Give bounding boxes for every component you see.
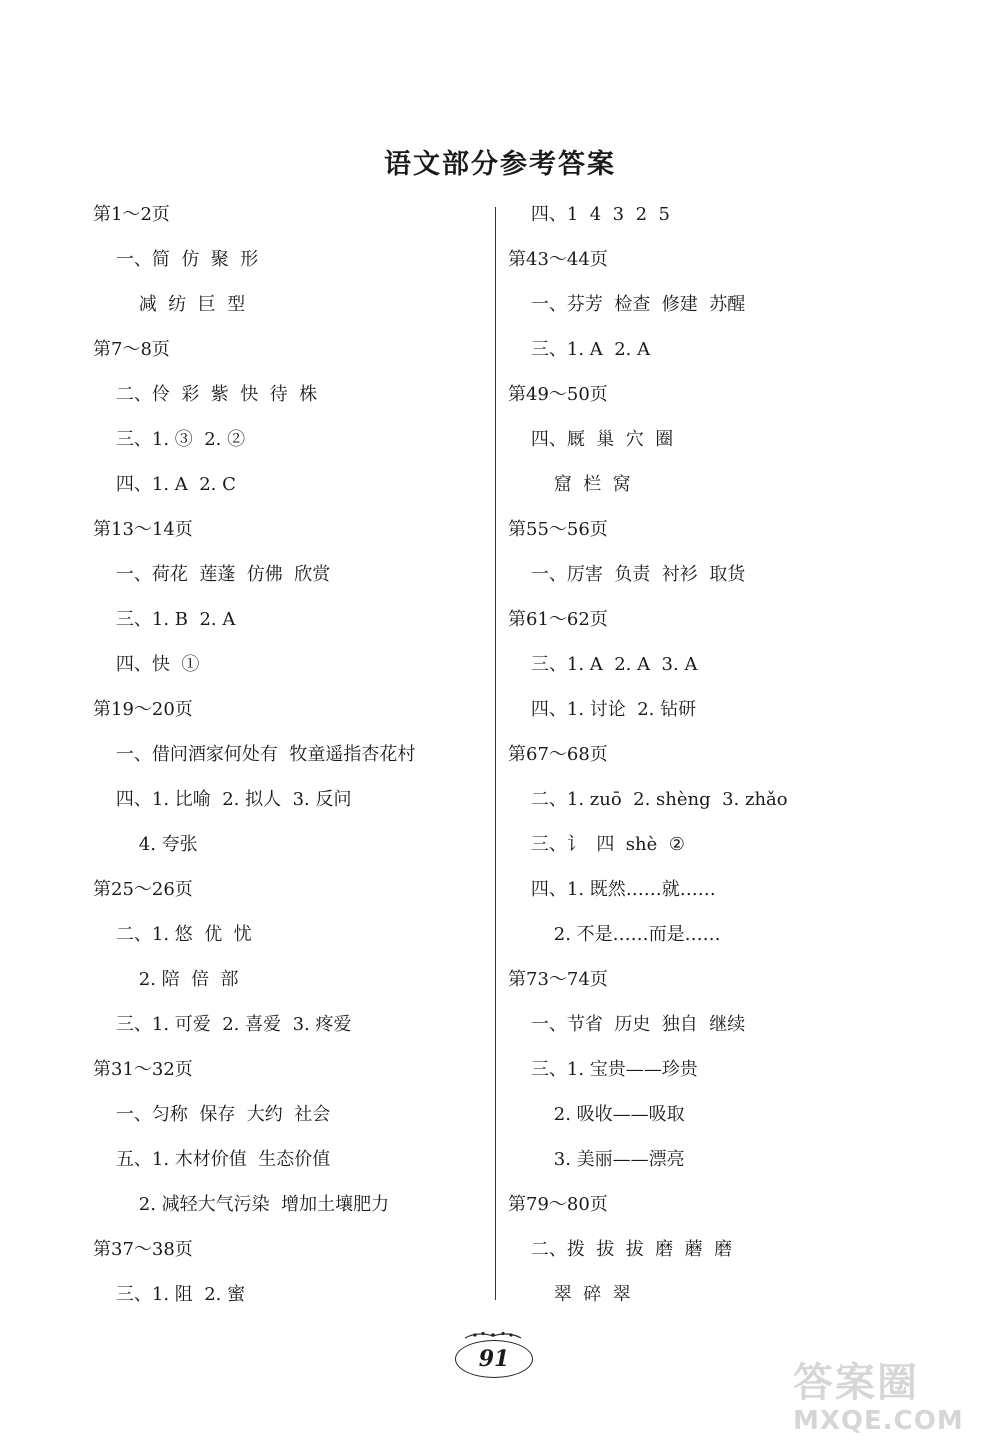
answer-line: 第7～8页 <box>93 339 170 360</box>
watermark-url: MXQE.COM <box>793 1406 964 1436</box>
answer-line: 窟 栏 窝 <box>508 474 631 495</box>
answer-line: 四、1. 既然……就…… <box>508 879 716 900</box>
answer-line: 2. 吸收——吸取 <box>508 1104 685 1125</box>
answer-line: 三、1. 可爱 2. 喜爱 3. 疼爱 <box>93 1014 352 1035</box>
answer-line: 第67～68页 <box>508 744 608 765</box>
answer-line: 二、1. 悠 优 忧 <box>93 924 252 945</box>
answer-line: 二、伶 彩 紫 快 待 株 <box>93 384 318 405</box>
answer-line: 三、1. A 2. A <box>508 339 651 360</box>
answer-line: 第61～62页 <box>508 609 608 630</box>
answer-line: 一、匀称 保存 大约 社会 <box>93 1104 331 1125</box>
answer-line: 一、简 仿 聚 形 <box>93 249 259 270</box>
answer-line: 第49～50页 <box>508 384 608 405</box>
watermark-logo: 答案圈 <box>793 1360 919 1406</box>
answer-line: 一、借问酒家何处有 牧童遥指杏花村 <box>93 744 416 765</box>
answer-line: 2. 减轻大气污染 增加土壤肥力 <box>93 1194 390 1215</box>
answer-line: 减 纺 巨 型 <box>93 294 246 315</box>
watermark <box>793 1360 993 1442</box>
answer-line: 3. 美丽——漂亮 <box>508 1149 685 1170</box>
answer-line: 四、1. 讨论 2. 钻研 <box>508 699 697 720</box>
answer-line: 三、1. 阻 2. 蜜 <box>93 1284 246 1305</box>
answer-line: 第55～56页 <box>508 519 608 540</box>
answer-line: 第31～32页 <box>93 1059 193 1080</box>
answer-line: 翠 碎 翠 <box>508 1284 631 1305</box>
answer-line: 四、厩 巢 穴 圈 <box>508 429 674 450</box>
answer-line: 第43～44页 <box>508 249 608 270</box>
answer-column-left <box>93 200 483 1325</box>
answer-line: 一、厉害 负责 衬衫 取货 <box>508 564 746 585</box>
answer-line: 五、1. 木材价值 生态价值 <box>93 1149 331 1170</box>
answer-line: 第79～80页 <box>508 1194 608 1215</box>
answer-line: 第1～2页 <box>93 204 170 225</box>
answer-line: 四、1. A 2. C <box>93 474 236 495</box>
answer-line: 4. 夸张 <box>93 834 198 855</box>
answer-line: 一、芬芳 检查 修建 苏醒 <box>508 294 746 315</box>
answer-line: 三、讠 四 shè ② <box>508 834 685 855</box>
answer-line: 四、快 ① <box>93 654 200 675</box>
answer-line: 三、1. 宝贵——珍贵 <box>508 1059 698 1080</box>
answer-line: 一、荷花 莲蓬 仿佛 欣赏 <box>93 564 331 585</box>
answer-line: 一、节省 历史 独自 继续 <box>508 1014 746 1035</box>
answer-line: 第73～74页 <box>508 969 608 990</box>
page-number: 91 <box>455 1340 533 1378</box>
answer-column-right <box>508 200 928 1325</box>
answer-line: 二、1. zuō 2. shèng 3. zhǎo <box>508 789 788 810</box>
answer-line: 第37～38页 <box>93 1239 193 1260</box>
answer-line: 三、1. A 2. A 3. A <box>508 654 698 675</box>
answer-line: 四、1 4 3 2 5 <box>508 204 670 225</box>
answer-line: 三、1. B 2. A <box>93 609 236 630</box>
answer-line: 三、1. ③ 2. ② <box>93 429 246 450</box>
answer-line: 2. 陪 倍 部 <box>93 969 239 990</box>
answer-line: 四、1. 比喻 2. 拟人 3. 反问 <box>93 789 352 810</box>
page-number-badge <box>455 1330 531 1380</box>
answer-line: 二、拨 拔 拔 磨 蘑 磨 <box>508 1239 733 1260</box>
page-title: 语文部分参考答案 <box>384 149 616 180</box>
answer-line: 2. 不是……而是…… <box>508 924 721 945</box>
column-divider <box>495 207 496 1300</box>
answer-line: 第25～26页 <box>93 879 193 900</box>
answer-line: 第13～14页 <box>93 519 193 540</box>
answer-line: 第19～20页 <box>93 699 193 720</box>
